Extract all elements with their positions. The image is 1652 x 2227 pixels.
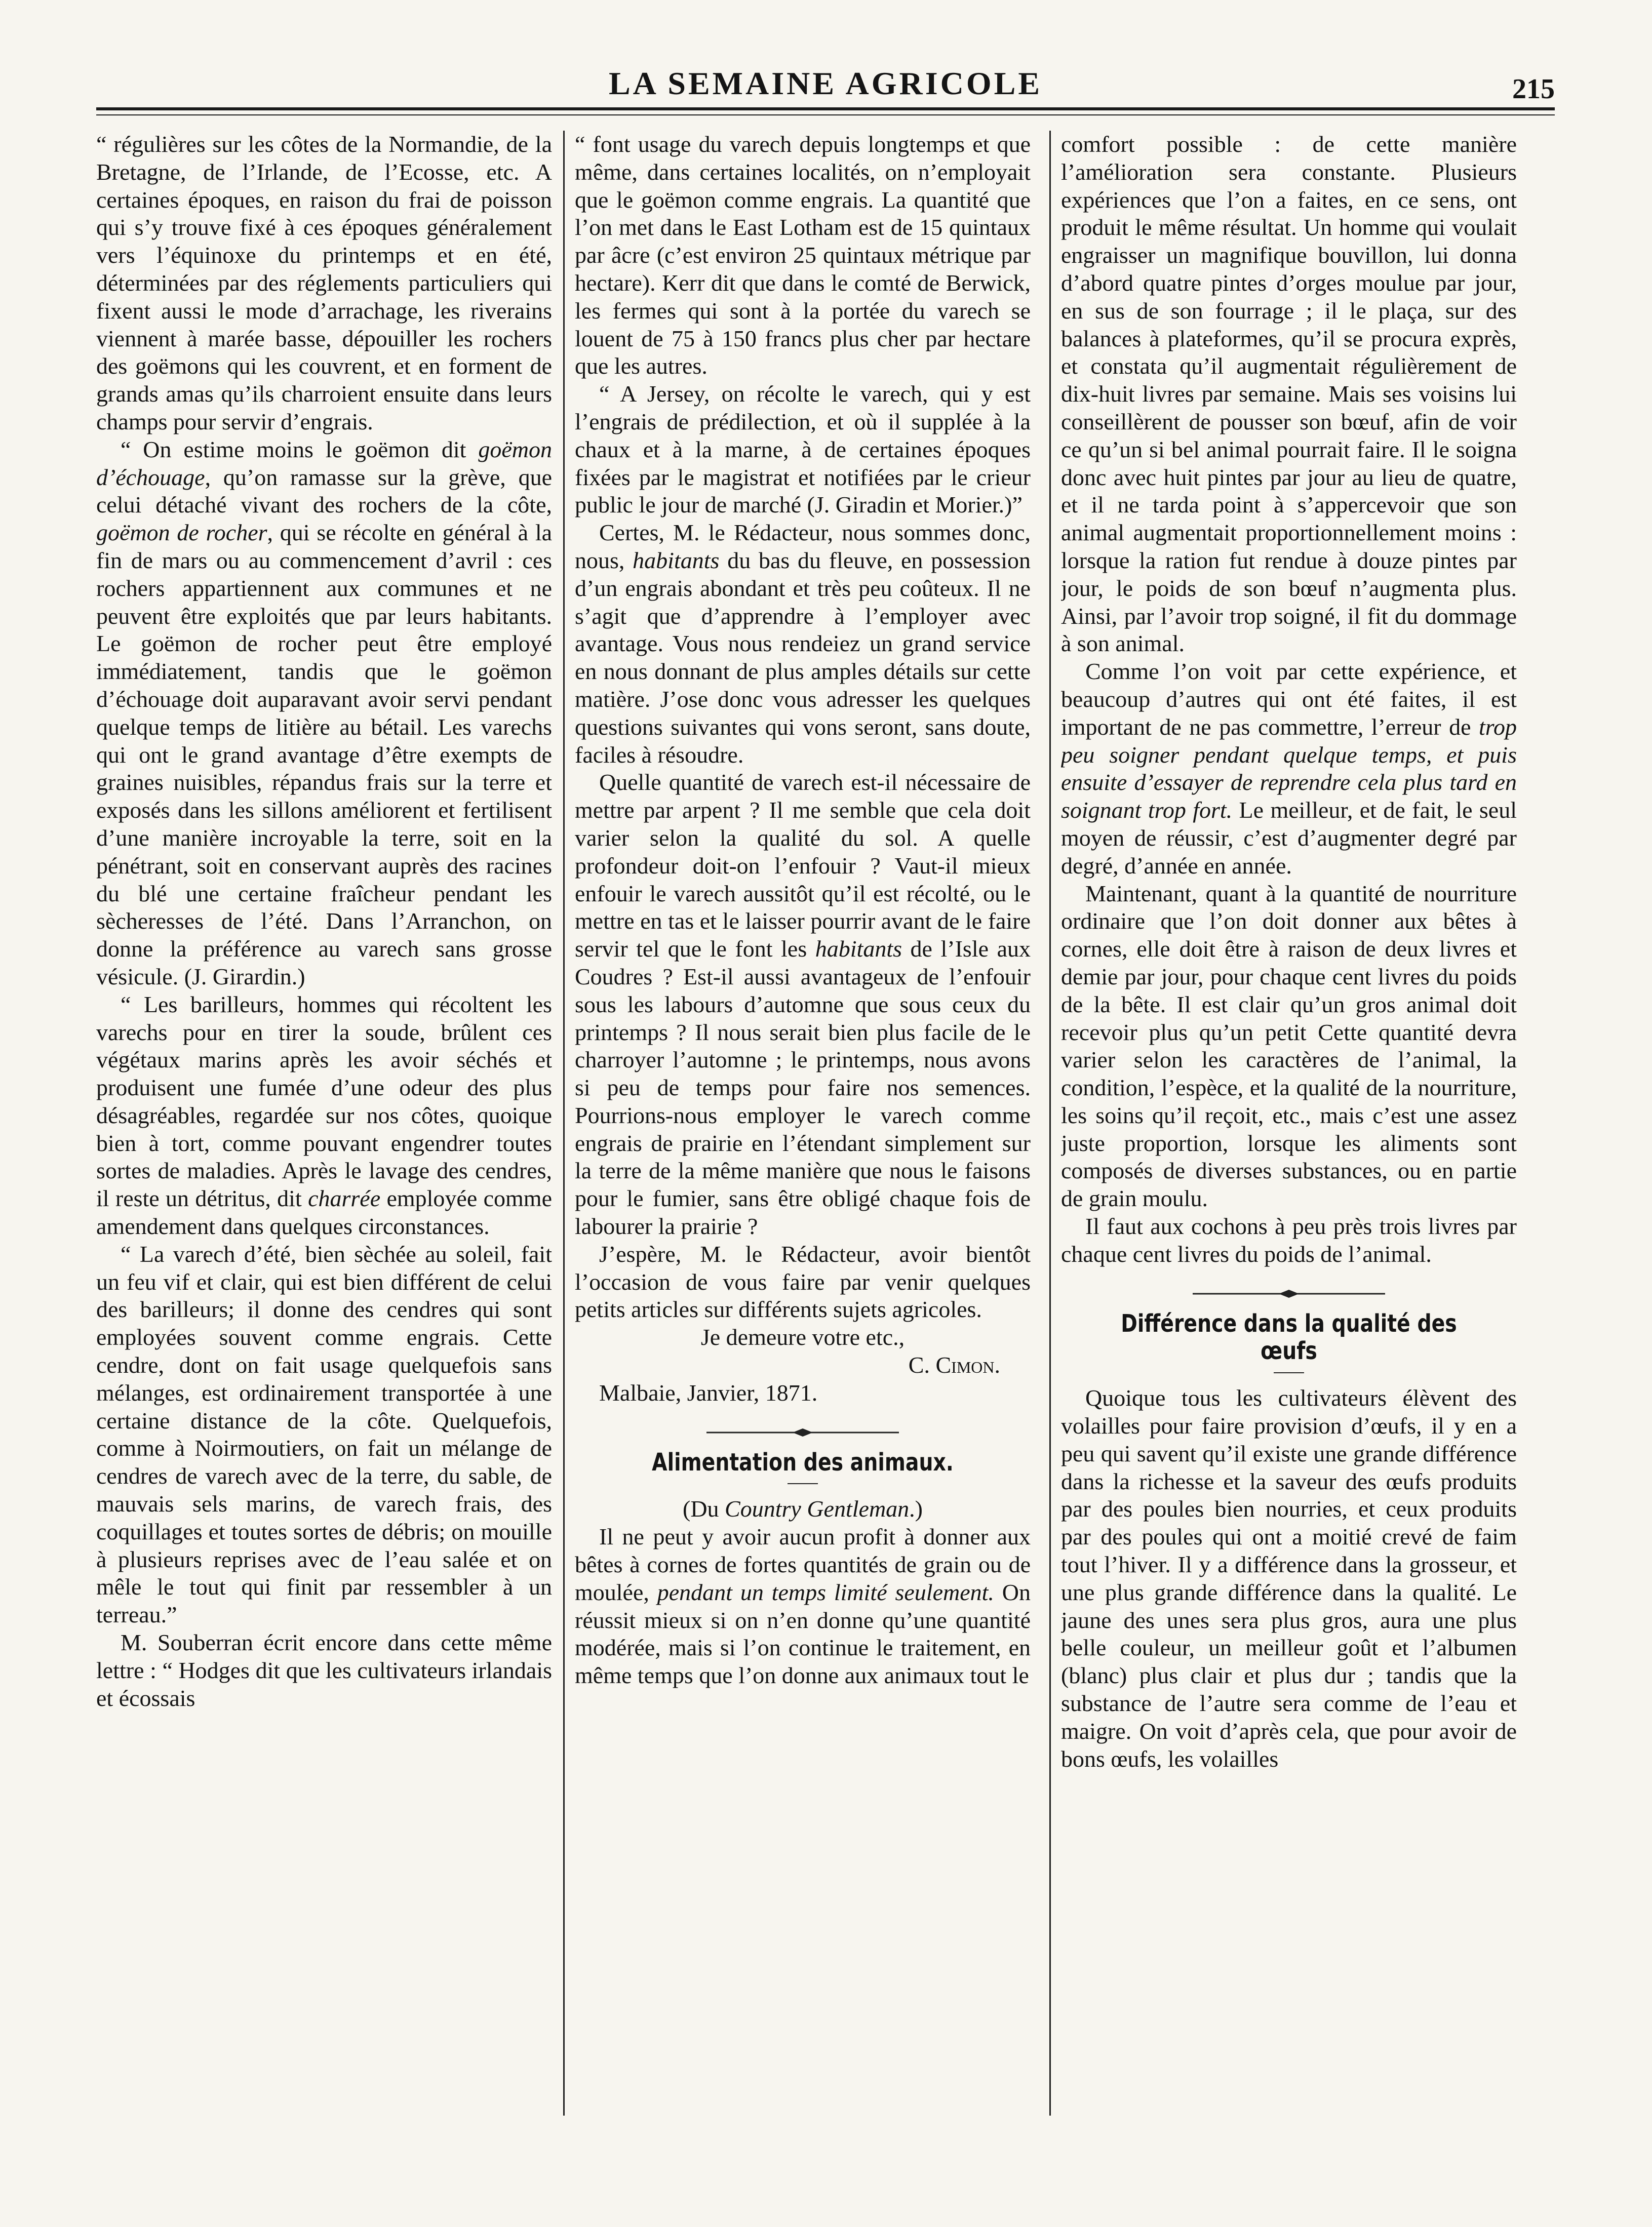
italic-term: pendant un temps limité seulement. [657, 1579, 994, 1605]
italic-term: goëmon d’échouage [96, 436, 552, 490]
heading-dash [1274, 1372, 1304, 1373]
paragraph [575, 769, 1031, 1241]
italic-term: habitants [633, 547, 720, 573]
page-number: 215 [1512, 73, 1555, 105]
letter-signature: C. Cimon. [908, 1352, 1000, 1378]
journal-title: LA SEMAINE AGRICOLE [608, 65, 1043, 101]
paragraph: “ La varech d’été, bien sèchée au soleil, fait un feu vif et clair, qui est bien différent de celui des barilleurs; il donne des cendres qui sont employées souvent comme engrais. Cette cendre, dont on fait usage quelquefois sans mélanges, est ordinairement transportée à une certaine distance de la côte. Quelquefois, comme à Noirmoutiers, on fait un mélange de cendres de varech avec de la terre, du sable, de mauvais sels marins, de varech frais, des coquillages et toutes sortes de débris; on mouille à plusieurs reprises avec de l’eau salée et on mêle le tout qui finit par ressembler à un terreau.” [96, 1241, 552, 1628]
section-separator [1193, 1289, 1385, 1299]
paragraph: comfort possible : de cette manière l’amélioration sera constante. Plusieurs expériences que l’on a faites, en ce sens, ont produit le même résultat. Un homme qui voulait engraisser un magnifique bouvillon, lui donna d’abord quatre pintes d’orges moulue par jour, en sus de son fourrage ; il le plaça, sur des balances à plateformes, qu’il se procura exprès, et constata qu’il augmentait régulièrement de dix-huit livres par semaine. Mais ses voisins lui conseillèrent de pousser son bœuf, afin de voir ce qu’un si bel animal pourrait faire. Il le soigna donc avec huit pintes par jour au lieu de quatre, et il ne tarda point à s’appercevoir que son animal augmentait proportionnellement moins : lorsque la ration fut rendue à douze pintes par jour, le poids de son bœuf n’augmenta plus. Ainsi, par l’avoir trop soigné, il fit du dommage à son animal. [1061, 131, 1517, 657]
text-run: Le meilleur, et de fait, le seul moyen de réussir, c’est d’augmenter degré par degré, d’année en année. [1061, 797, 1517, 879]
article-source [575, 1495, 1031, 1523]
text-run: , qu’on ramasse sur la grève, que celui détaché vivant des rochers de la côte, [96, 464, 552, 518]
column-2 [575, 131, 1031, 2116]
paragraph: Maintenant, quant à la quantité de nourriture ordinaire que l’on doit donner aux bêtes à cornes, elle doit être à raison de deux livres et demie par jour, pour chaque cent livres du poids de la bête. Il est clair qu’un gros animal doit recevoir plus qu’un petit Cette quantité devra varier selon les caractères de l’animal, la condition, l’espèce, et la qualité de la nourriture, les soins qu’il reçoit, etc., mais c’est une assez juste proportion, lorsque les aliments sont composés de diverses substances, ou en partie de grain moulu. [1061, 880, 1517, 1212]
page-header [96, 56, 1555, 106]
paragraph [96, 991, 552, 1241]
text-run: , qui se récolte en général à la fin de mars ou au commencement d’avril : ces rochers appartiennent aux communes et ne peuvent être exploités que par leurs habitants. Le goëmon de rocher peut être employé immédiatement, tandis que le goëmon d’échouage doit auparavant avoir servi pendant quelque temps de litière au bétail. Les varechs qui ont le grand avantage d’être exempts de graines nuisibles, répandus frais sur la terre et exposés dans les sillons améliorent et fertilisent d’une manière incroyable la terre, soit en la pénétrant, soit en conservant auprès des racines du blé une certaine fraîcheur pendant les sècheresses de l’été. Dans l’Arranchon, on donne la préférence au varech sans grosse vésicule. (J. Girardin.) [96, 520, 552, 989]
paragraph [96, 436, 552, 991]
text-run: “ On estime moins le goëmon dit [121, 436, 479, 462]
text-run: employée comme amendement dans quelques circonstances. [96, 1185, 552, 1240]
paragraph: “ A Jersey, on récolte le varech, qui y est l’engrais de prédilection, et où il supplée à la chaux et à la marne, à de certaines époques fixées par le magistrat et notifiées par le crieur public le jour de marché (J. Giradin et Morier.)” [575, 381, 1031, 518]
paragraph: Quoique tous les cultivateurs élèvent des volailles pour faire provision d’œufs, il y en a peu qui savent qu’il existe une grande différence dans la richesse et la saveur des œufs produits par des poules bien nourries, et ceux produits par des poules qui ont a moitié crevé de faim tout l’hiver. Il y a différence dans la grosseur, et une plus grande différence dans la qualité. Le jaune des unes sera plus gros, aura une plus belle couleur, un meilleur goût et l’albumen (blanc) plus clair et plus dur ; tandis que la substance de l’autre sera comme de l’eau et maigre. On voit d’après cela, que pour avoir de bons œufs, les volailles [1061, 1385, 1517, 1772]
header-rule-thin [96, 114, 1555, 115]
text-run: Comme l’on voit par cette expérience, et beaucoup d’autres qui ont été faites, il est important de ne pas commettre, l’erreur de [1061, 658, 1517, 740]
italic-term: Country Gentleman [725, 1496, 910, 1522]
column-3 [1061, 131, 1517, 2116]
italic-term: charrée [308, 1185, 381, 1212]
section-heading: Différence dans la qualité des œufs [1121, 1309, 1457, 1366]
text-run: du bas du fleuve, en possession d’un engrais abondant et très peu coûteux. Il ne s’agit que d’apprendre à l’employer avec avantage. Vous nous rendeiez un grand service en nous donnant de plus amples détails sur cette matière. J’ose donc vous adresser les quelques questions suivantes qui vons seront, sans doute, faciles à résoudre. [575, 547, 1031, 768]
paragraph [575, 1523, 1031, 1690]
section-heading: Alimentation des animaux. [652, 1448, 954, 1477]
text-run: Il ne peut y avoir aucun profit à donner aux bêtes à cornes de fortes quantités de grain ou de moulée, [575, 1524, 1031, 1605]
paragraph: “ régulières sur les côtes de la Normandie, de la Bretagne, de l’Irlande, de l’Ecosse, etc. A certaines époques, en raison du frai de poisson qui s’y trouve fixé à ces époques généralement vers l’équinoxe du printemps et en été, déterminées par des réglements particuliers qui fixent aussi le mode d’arrachage, les riverains viennent à marée basse, dépouiller les rochers des goëmons qui les couvrent, et en forment de grands amas qu’ils charroient ensuite dans leurs champs pour servir d’engrais. [96, 131, 552, 434]
paragraph: “ font usage du varech depuis longtemps et que même, dans certaines localités, on n’employait que le goëmon comme engrais. La quantité que l’on met dans le East Lotham est de 15 quintaux par âcre (c’est environ 25 quintaux métrique par hectare). Kerr dit que dans le comté de Berwick, les fermes qui sont à la portée du varech se louent de 75 à 150 francs plus cher par hectare que les autres. [575, 131, 1031, 379]
letter-closing: Je demeure votre etc., [700, 1324, 905, 1350]
column-1 [96, 131, 552, 2116]
italic-term: trop peu soigner pendant quelque temps, et puis ensuite d’essayer de reprendre cela plus tard en soignant trop fort. [1061, 713, 1517, 823]
text-run: de l’Isle aux Coudres ? Est-il aussi avantageux de l’enfouir sous les labours d’automne que sous ceux du printemps ? Il nous serait bien plus facile de le charroyer l’automne ; le printemps, nous avons si peu de temps pour faire nos semences. Pourrions-nous employer le varech comme engrais de prairie en l’étendant simplement sur la terre de la même manière que nous le faisons pour le fumier, sans être obligé chaque fois de labourer la prairie ? [575, 936, 1031, 1240]
italic-term: habitants [815, 936, 902, 962]
paragraph [575, 519, 1031, 769]
paragraph: J’espère, M. le Rédacteur, avoir bientôt l’occasion de vous faire par venir quelques petits articles sur différents sujets agricoles. [575, 1241, 1031, 1323]
letter-place-date: Malbaie, Janvier, 1871. [599, 1379, 818, 1406]
italic-term: goëmon de rocher [96, 520, 267, 546]
section-separator [706, 1427, 899, 1438]
heading-dash [788, 1483, 818, 1484]
column-divider-1 [563, 131, 565, 2116]
text-run: Quelle quantité de varech est-il nécessaire de mettre par arpent ? Il me semble que cela doit varier selon la qualité du sol. A quelle profondeur doit-on l’enfouir ? Vaut-il mieux enfouir le varech aussitôt qu’il est récolté, ou le mettre en tas et le laisser pourrir avant de le faire servir tel que le font les [575, 769, 1031, 962]
text-run: On réussit mieux si on n’en donne qu’une quantité modérée, mais si l’on continue le traitement, en même temps que l’on donne aux animaux tout le [575, 1579, 1031, 1689]
text-run: (Du [683, 1496, 725, 1522]
paragraph: M. Souberran écrit encore dans cette même lettre : “ Hodges dit que les cultivateurs irlandais et écossais [96, 1629, 552, 1711]
header-rule-thick [96, 107, 1555, 110]
paragraph: Il faut aux cochons à peu près trois livres par chaque cent livres du poids de l’animal. [1061, 1213, 1517, 1267]
text-run: .) [909, 1496, 923, 1522]
text-run: Certes, M. le Rédacteur, nous sommes donc, nous, [575, 520, 1031, 573]
text-run: “ Les barilleurs, hommes qui récoltent les varechs pour en tirer la soude, brûlent ces végétaux marins après les avoir séchés et produisent une fumée d’une odeur des plus désagréables, regardée sur nos côtes, quoique bien à tort, comme pouvant engendrer toutes sortes de maladies. Après le lavage des cendres, il reste un détritus, dit [96, 991, 552, 1212]
column-divider-2 [1049, 131, 1051, 2116]
paragraph [1061, 658, 1517, 880]
